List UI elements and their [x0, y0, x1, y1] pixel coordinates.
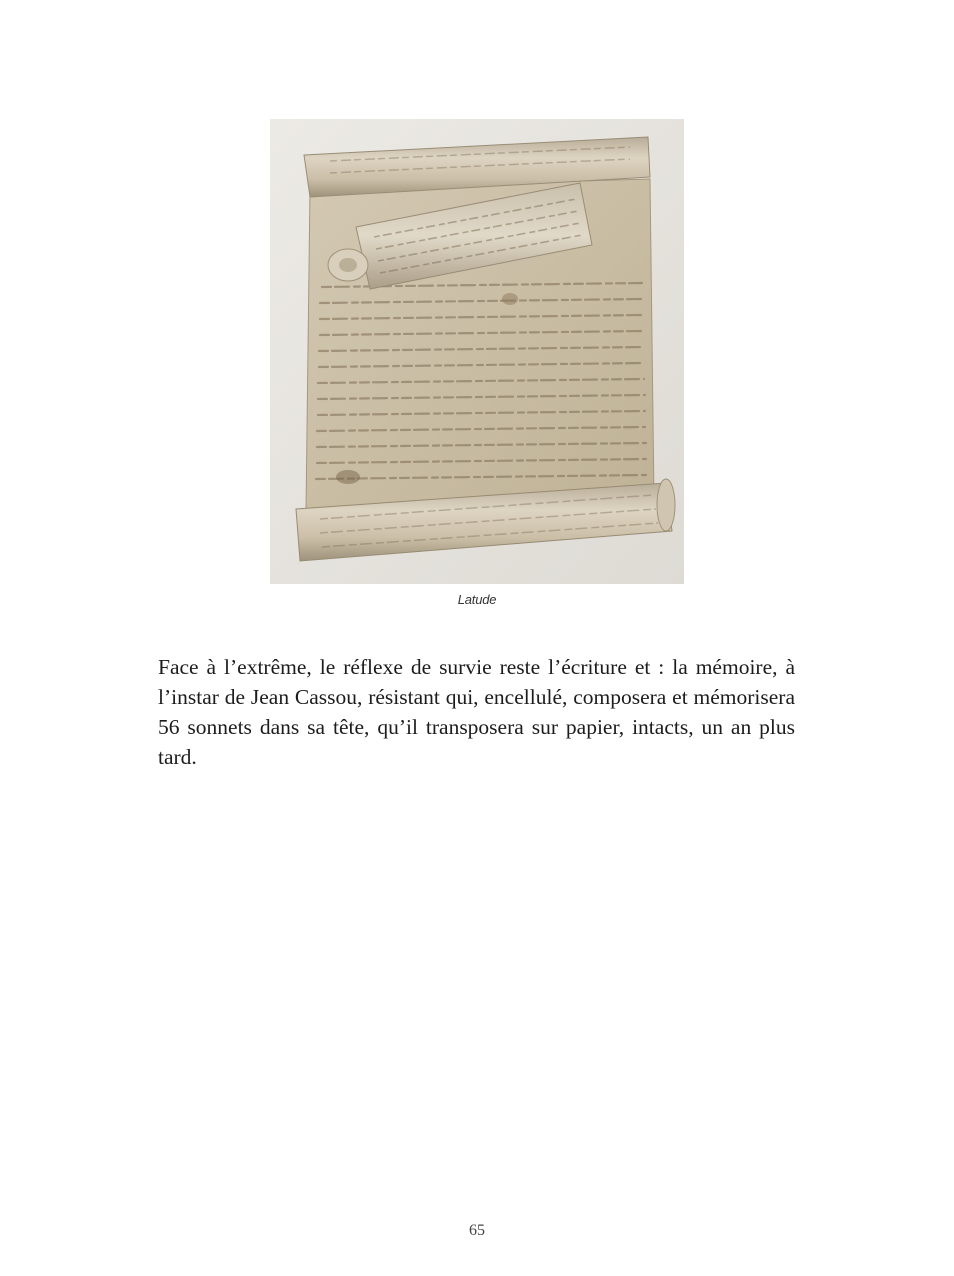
- stain: [502, 293, 518, 305]
- scroll-illustration: [270, 119, 684, 584]
- stain: [336, 470, 360, 484]
- page-number: 65: [469, 1222, 485, 1239]
- bottom-roll-end: [657, 479, 675, 531]
- body-paragraph: Face à l’extrême, le réflexe de survie reste l’écriture et : la mémoire, à l’instar de Jean Cassou, résistant qui, encellulé, composera et mémorisera 56 sonnets dans sa tête, qu’il transposera sur papier, intacts, un an plus tard.: [158, 655, 795, 769]
- manuscript-photo: [270, 119, 684, 584]
- figure-caption: Latude: [457, 592, 497, 607]
